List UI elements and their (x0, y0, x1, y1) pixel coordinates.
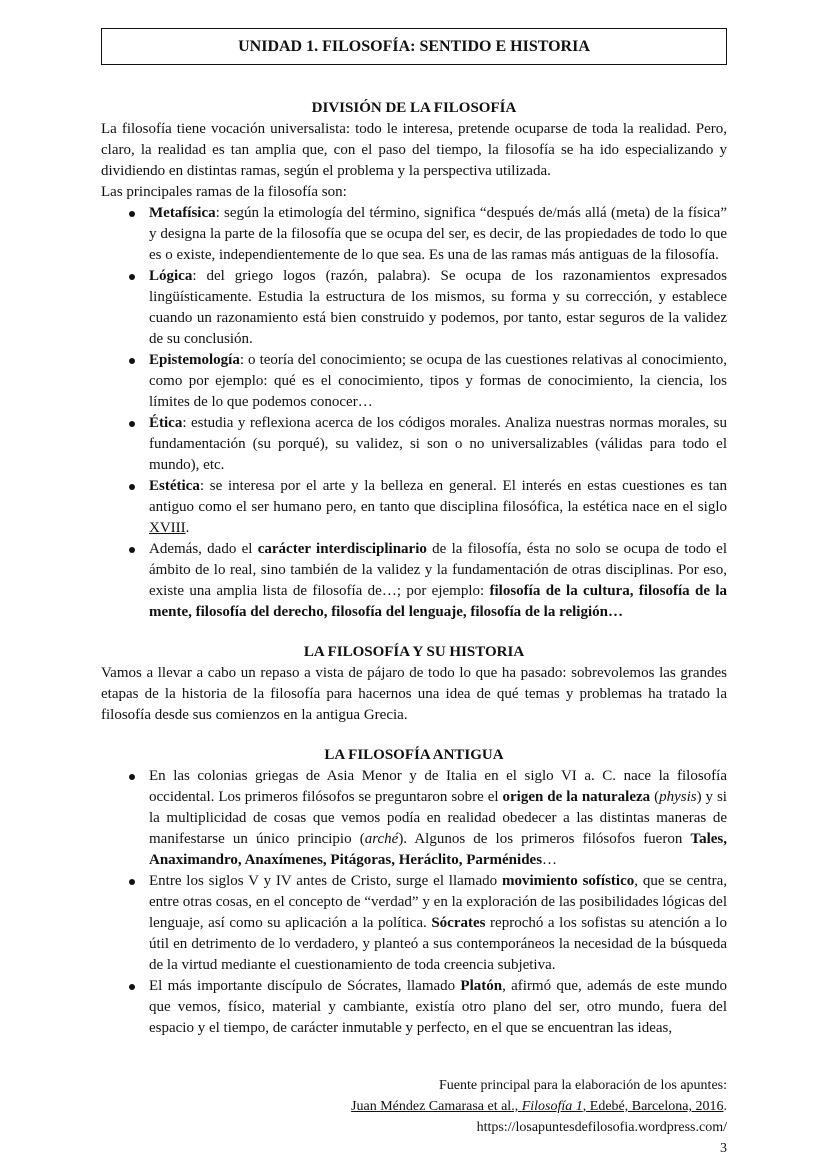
section-heading: DIVISIÓN DE LA FILOSOFÍA (311, 100, 517, 116)
section-historia (101, 641, 727, 726)
bullet-list (101, 203, 727, 623)
section-antigua (101, 744, 727, 1039)
text-run: , afirmó que, además de este mundo que vemos, físico, material y cambiante, existía otro plano del ser, otro mundo, fuera del espacio y el tiempo, de carácter inmutable y perfecto, en el que se encuentran las ideas, (149, 978, 727, 1036)
list-item (149, 413, 727, 476)
text-run: carácter interdisciplinario (257, 541, 427, 557)
text-run: Epistemología (149, 352, 240, 368)
list-item (149, 976, 727, 1039)
paragraph (101, 663, 727, 726)
text-run: : estudia y reflexiona acerca de los códigos morales. Analiza nuestras normas morales, su fundamentación (su porqué), su validez, si son o no universalizables (válidas para todo el mundo), etc. (149, 415, 727, 473)
text-run: El más importante discípulo de Sócrates, llamado (149, 978, 461, 994)
text-run: XVIII (149, 520, 186, 536)
paragraph (101, 182, 727, 203)
text-run: Las principales ramas de la filosofía son: (101, 184, 347, 200)
list-item (149, 350, 727, 413)
text-run: : según la etimología del término, significa “después de/más allá (meta) de la física” y designa la parte de la filosofía que se ocupa del ser, es decir, de las propiedades de todo lo que es o existe, independientemente de lo que sea. Es una de las ramas más antiguas de la filosofía. (149, 205, 727, 263)
source-label: Fuente principal para la elaboración de los apuntes: (438, 1078, 727, 1093)
text-run: Metafísica (149, 205, 216, 221)
footer (351, 1075, 727, 1159)
source-url[interactable]: https://losapuntesdefilosofia.wordpress.com/ (476, 1120, 727, 1135)
text-run: : se interesa por el arte y la belleza en general. El interés en estas cuestiones es tan antiguo como el ser humano pero, en tanto que disciplina filosófica, la estética nace en el siglo (149, 478, 727, 515)
text-run: movimiento sofístico (501, 873, 635, 889)
text-run: En las colonias griegas de Asia Menor y de Italia en el siglo VI a. C. nace la filosofía occidental. Los primeros filósofos se preguntaron sobre el (149, 768, 727, 805)
text-run: de la filosofía, ésta no solo se ocupa de todo el ámbito de lo real, sino también de la validez y la fundamentación de otras disciplinas. Por eso, existe una amplia lista de filosofía de…; por ejemplo: (149, 541, 727, 599)
list-item (149, 203, 727, 266)
text-run: Entre los siglos V y IV antes de Cristo, surge el llamado (149, 873, 502, 889)
text-run: reprochó a los sofistas su atención a lo útil en detrimento de lo verdadero, y planteó a sus contemporáneos la necesidad de la búsqueda de la virtud mediante el cuestionamiento de toda creencia subjetiva. (149, 915, 727, 973)
section-division (101, 97, 727, 623)
ref-end: . (723, 1099, 727, 1114)
text-run: Tales, Anaximandro, Anaxímenes, Pitágoras, Heráclito, Parménides (149, 831, 727, 868)
text-run: Platón (460, 978, 503, 994)
ref-publisher: , Edebé, Barcelona, 2016 (582, 1099, 724, 1114)
page-number: 3 (720, 1141, 727, 1156)
paragraph (101, 119, 727, 182)
list-item (149, 476, 727, 539)
list-item (149, 766, 727, 871)
text-run: physis (659, 789, 697, 805)
text-run: Lógica (149, 268, 193, 284)
list-item (149, 266, 727, 350)
text-run: : del griego logos (razón, palabra). Se ocupa de los razonamientos expresados lingüísticamente. Estudia la estructura de los mismos, su forma y su corrección, y establece cuando un razonamiento está bien construido y podemos, por tanto, estar seguros de la validez de su conclusión. (149, 268, 727, 347)
text-run: . (185, 520, 190, 536)
section-heading: LA FILOSOFÍA ANTIGUA (324, 747, 504, 763)
text-run: arché (364, 831, 399, 847)
text-run: Sócrates (431, 915, 486, 931)
text-run: ) y si la multiplicidad de cosas que vemos podía en realidad obedecer a las distintas maneras de manifestarse un único principio ( (149, 789, 727, 847)
section-heading: LA FILOSOFÍA Y SU HISTORIA (303, 644, 525, 660)
bullet-list (101, 766, 727, 1039)
text-run: ( (650, 789, 660, 805)
document-body (101, 97, 727, 1039)
text-run: : o teoría del conocimiento; se ocupa de las cuestiones relativas al conocimiento, como por ejemplo: qué es el conocimiento, tipos y formas de conocimiento, la ciencia, los límites de lo que podemos conocer… (149, 352, 727, 410)
text-run: , que se centra, entre otras cosas, en el concepto de “verdad” y en la exploración de las posibilidades lógicas del lenguaje, así como su aplicación a la política. (149, 873, 728, 931)
text-run: Además, dado el (149, 541, 258, 557)
text-run: Vamos a llevar a cabo un repaso a vista de pájaro de todo lo que ha pasado: sobrevolemos las grandes etapas de la historia de la filosofía para hacernos una idea de qué temas y problemas ha tratado la filosofía desde sus comienzos en la antigua Grecia. (101, 665, 727, 723)
ref-title: Filosofía 1 (521, 1099, 583, 1114)
text-run: filosofía de la cultura, filosofía de la mente, filosofía del derecho, filosofía del lenguaje, filosofía de la religión… (149, 583, 727, 620)
unit-title: UNIDAD 1. FILOSOFÍA: SENTIDO E HISTORIA (238, 38, 590, 55)
list-item (149, 539, 727, 623)
source-reference (351, 1096, 727, 1117)
text-run: Ética (149, 415, 183, 431)
text-run: ). Algunos de los primeros filósofos fueron (398, 831, 691, 847)
text-run: origen de la naturaleza (502, 789, 651, 805)
ref-author: Juan Méndez Camarasa et al., (351, 1099, 522, 1114)
unit-title-box (101, 28, 727, 65)
text-run: … (542, 852, 558, 868)
text-run: Estética (149, 478, 200, 494)
text-run: La filosofía tiene vocación universalista: todo le interesa, pretende ocuparse de toda la realidad. Pero, claro, la realidad es tan amplia que, con el paso del tiempo, la filosofía se ha ido especializando y dividiendo en distintas ramas, según el problema y la perspectiva utilizada. (101, 121, 727, 179)
list-item (149, 871, 727, 976)
